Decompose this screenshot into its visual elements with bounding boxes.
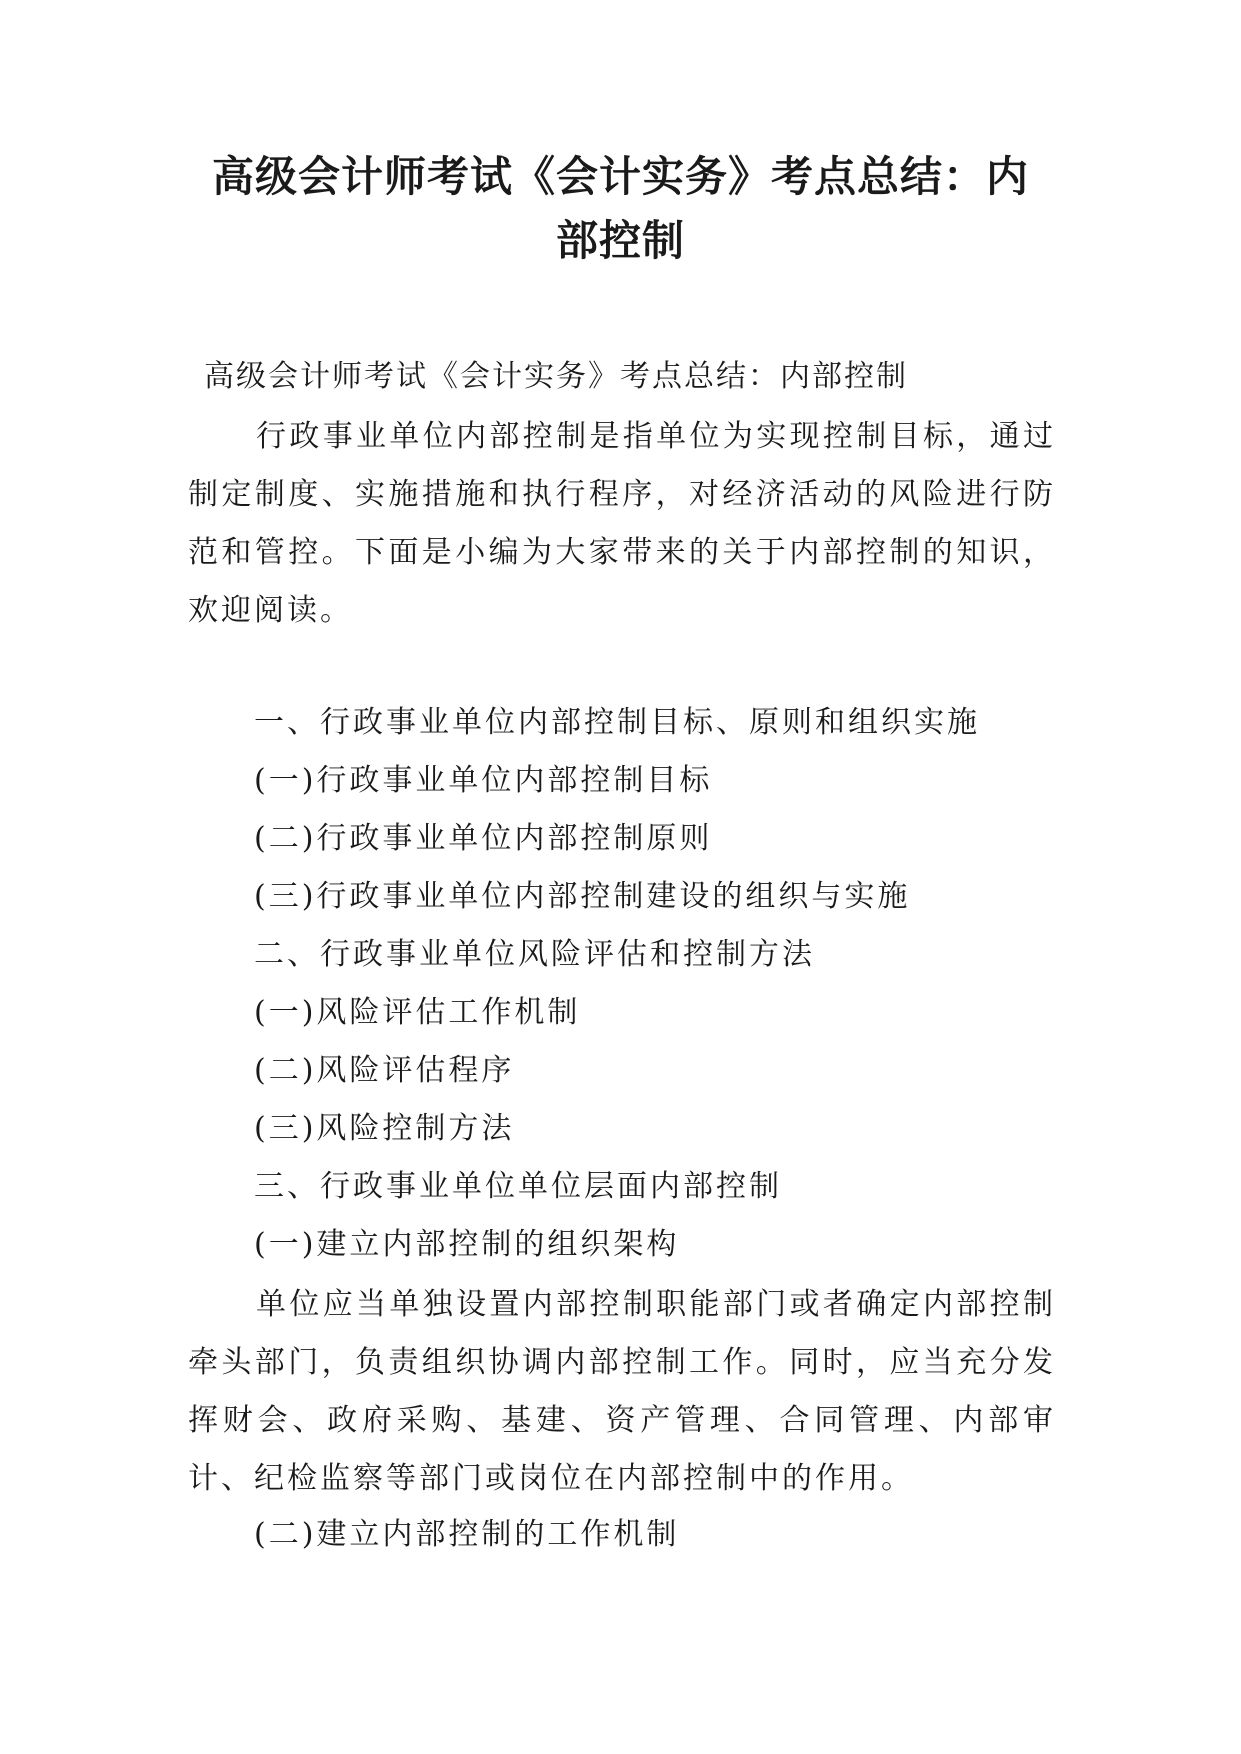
subsection-heading-3-1: (一)建立内部控制的组织架构 [254,1227,680,1262]
body-paragraph: 单位应当单独设置内部控制职能部门或者确定内部控制牵头部门，负责组织协调内部控制工作。同时，应当充分发挥财会、政府采购、基建、资产管理、合同管理、内部审计、纪检监察等部门或岗位在内部控制中的作用。 [188,1287,1056,1496]
document-title-line-2: 部控制 [555,216,685,265]
subsection-heading-1-2: (二)行政事业单位内部控制原则 [254,821,713,856]
subsection-heading-1-1: (一)行政事业单位内部控制目标 [254,763,713,798]
intro-paragraph: 行政事业单位内部控制是指单位为实现控制目标，通过制定制度、实施措施和执行程序，对经济活动的风险进行防范和管控。下面是小编为大家带来的关于内部控制的知识，欢迎阅读。 [188,419,1056,628]
section-heading-3: 三、行政事业单位单位层面内部控制 [254,1169,782,1204]
document-title-line-1: 高级会计师考试《会计实务》考点总结：内 [211,152,1029,201]
section-heading-2: 二、行政事业单位风险评估和控制方法 [254,937,815,972]
section-heading-1: 一、行政事业单位内部控制目标、原则和组织实施 [254,705,980,740]
subsection-heading-1-3: (三)行政事业单位内部控制建设的组织与实施 [254,879,911,914]
document-subtitle: 高级会计师考试《会计实务》考点总结：内部控制 [204,359,908,394]
subsection-heading-3-2: (二)建立内部控制的工作机制 [254,1517,680,1552]
document-title [150,145,1091,273]
subsection-heading-2-3: (三)风险控制方法 [254,1111,515,1146]
subsection-heading-2-1: (一)风险评估工作机制 [254,995,581,1030]
subsection-heading-2-2: (二)风险评估程序 [254,1053,515,1088]
